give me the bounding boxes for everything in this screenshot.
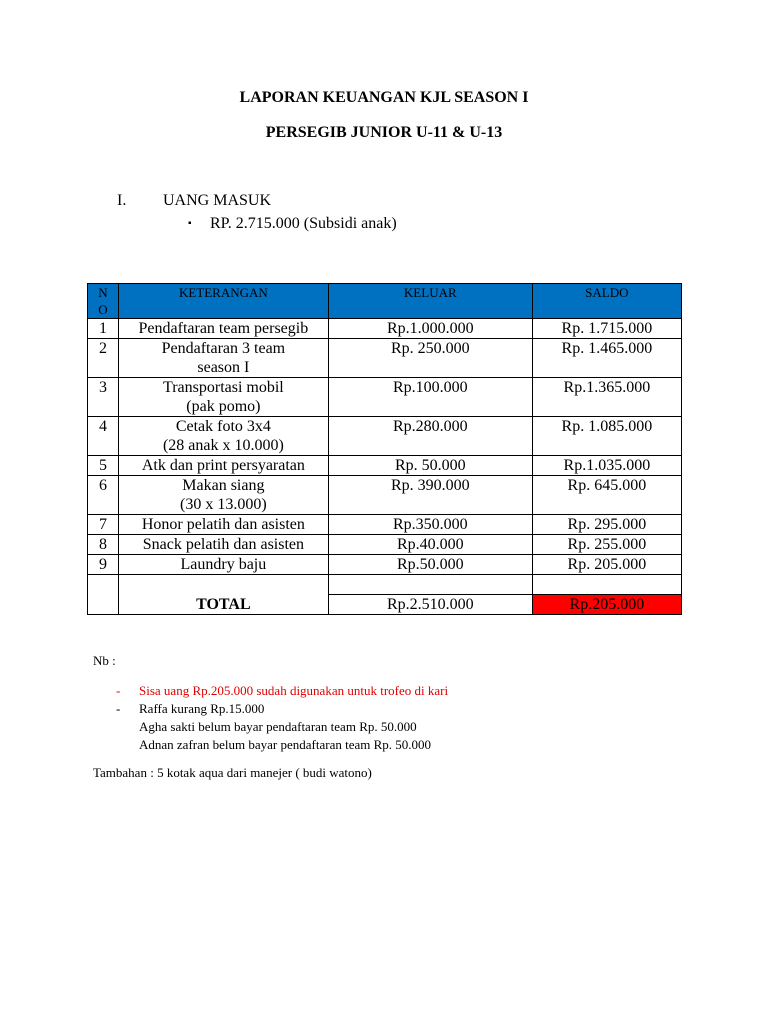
row-keterangan: Cetak foto 3x4 (28 anak x 10.000): [118, 417, 328, 456]
row-no: 5: [88, 456, 119, 476]
row-saldo: Rp.1.365.000: [532, 378, 681, 417]
table-row-blank: [88, 575, 682, 595]
blank-cell: [532, 575, 681, 595]
row-no: 9: [88, 555, 119, 575]
row-keterangan: Pendaftaran team persegib: [118, 319, 328, 339]
income-item: RP. 2.715.000 (Subsidi anak): [210, 215, 397, 232]
total-no-cell: [88, 575, 119, 615]
row-keluar: Rp.280.000: [328, 417, 532, 456]
row-saldo: Rp. 1.465.000: [532, 339, 681, 378]
row-no: 4: [88, 417, 119, 456]
row-no: 7: [88, 515, 119, 535]
section-number: I.: [117, 192, 127, 209]
report-title: LAPORAN KEUANGAN KJL SEASON I: [239, 89, 529, 106]
row-keterangan: Honor pelatih dan asisten: [118, 515, 328, 535]
table-row: [88, 476, 682, 515]
header-keluar: KELUAR: [328, 284, 532, 319]
row-no: 3: [88, 378, 119, 417]
note-dash-2: -: [116, 701, 121, 716]
row-keluar: Rp.100.000: [328, 378, 532, 417]
row-keterangan: Atk dan print persyaratan: [118, 456, 328, 476]
blank-cell: [328, 575, 532, 595]
table-row: [88, 378, 682, 417]
row-keterangan: Snack pelatih dan asisten: [118, 535, 328, 555]
row-saldo: Rp. 1.085.000: [532, 417, 681, 456]
row-saldo: Rp.1.035.000: [532, 456, 681, 476]
row-no: 8: [88, 535, 119, 555]
table-row: [88, 319, 682, 339]
row-keluar: Rp.50.000: [328, 555, 532, 575]
row-keterangan: Pendaftaran 3 team season I: [118, 339, 328, 378]
row-saldo: Rp. 1.715.000: [532, 319, 681, 339]
header-no: N O: [88, 284, 119, 319]
total-keluar: Rp.2.510.000: [328, 595, 532, 615]
row-no: 1: [88, 319, 119, 339]
row-keluar: Rp. 250.000: [328, 339, 532, 378]
row-keluar: Rp. 50.000: [328, 456, 532, 476]
report-subtitle: PERSEGIB JUNIOR U-11 & U-13: [265, 124, 503, 141]
row-saldo: Rp. 645.000: [532, 476, 681, 515]
row-keluar: Rp. 390.000: [328, 476, 532, 515]
note-line-3: Agha sakti belum bayar pendaftaran team Rp. 50.000: [139, 719, 417, 734]
row-no: 6: [88, 476, 119, 515]
note-line-1: Sisa uang Rp.205.000 sudah digunakan untuk trofeo di kari: [139, 683, 449, 698]
row-saldo: Rp. 295.000: [532, 515, 681, 535]
table-row: [88, 515, 682, 535]
square-bullet-icon: ▪: [188, 218, 192, 229]
row-saldo: Rp. 255.000: [532, 535, 681, 555]
total-label: TOTAL: [118, 575, 328, 615]
table-row: [88, 417, 682, 456]
section-title: UANG MASUK: [163, 192, 272, 209]
table-row: [88, 456, 682, 476]
table-row: [88, 535, 682, 555]
table-row: [88, 555, 682, 575]
notes-heading: Nb :: [93, 653, 116, 668]
note-dash-1: -: [116, 683, 121, 698]
row-keluar: Rp.40.000: [328, 535, 532, 555]
row-keterangan: Transportasi mobil (pak pomo): [118, 378, 328, 417]
total-saldo: Rp.205.000: [532, 595, 681, 615]
note-line-4: Adnan zafran belum bayar pendaftaran team Rp. 50.000: [139, 737, 432, 752]
row-keluar: Rp.1.000.000: [328, 319, 532, 339]
note-line-2: Raffa kurang Rp.15.000: [139, 701, 265, 716]
row-keterangan: Laundry baju: [118, 555, 328, 575]
row-keluar: Rp.350.000: [328, 515, 532, 535]
table-header-row: [88, 284, 682, 319]
additional-note: Tambahan : 5 kotak aqua dari manejer ( budi watono): [93, 765, 372, 780]
row-no: 2: [88, 339, 119, 378]
header-keterangan: KETERANGAN: [118, 284, 328, 319]
header-saldo: SALDO: [532, 284, 681, 319]
row-saldo: Rp. 205.000: [532, 555, 681, 575]
table-row: [88, 339, 682, 378]
row-keterangan: Makan siang (30 x 13.000): [118, 476, 328, 515]
finance-table: [87, 283, 682, 615]
